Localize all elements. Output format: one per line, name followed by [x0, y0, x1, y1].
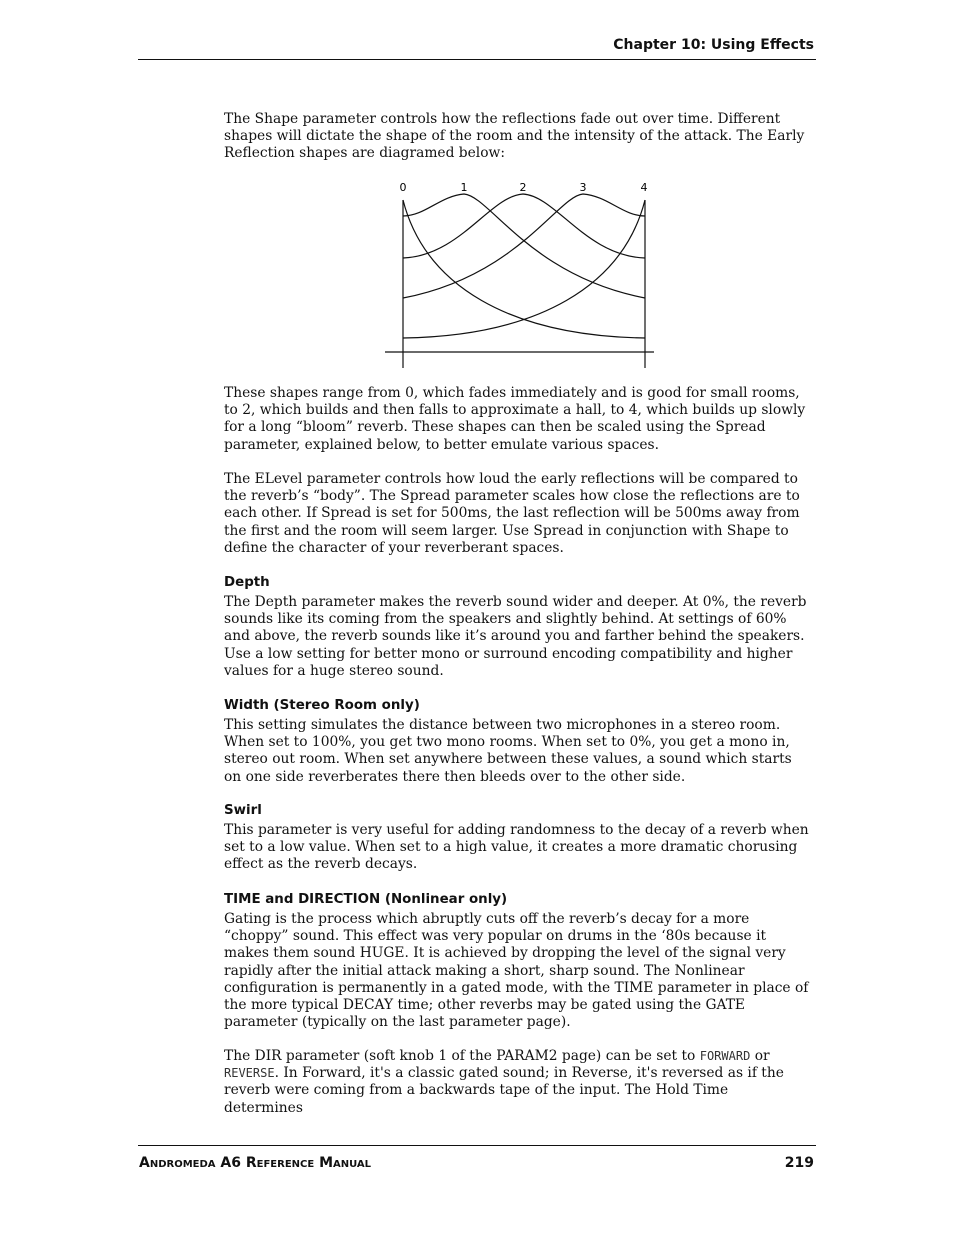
swirl-section: [224, 802, 809, 874]
reverse-value: REVERSE: [224, 1066, 275, 1081]
shape-curve-2: [403, 194, 645, 258]
shape-label-3: 3: [579, 181, 587, 194]
time-direction-section: [224, 891, 809, 1031]
shape-curve-4: [403, 200, 645, 338]
forward-value: FORWARD: [699, 1049, 751, 1063]
early-reflection-shapes-diagram: [380, 176, 660, 372]
depth-text: The Depth parameter makes the reverb sound wider and deeper. At 0%, the reverb sounds like its coming from the speakers and slightly behind. At settings of 60% and above, the reverb sounds like it’s around you and farther behind the speakers. Use a low setting for better mono or surround encoding compatibility and higher values for a huge stereo sound.: [224, 594, 807, 679]
page-number: 219: [784, 1155, 814, 1171]
swirl-heading: Swirl: [224, 803, 262, 818]
header-rule: [138, 59, 816, 60]
time-direction-heading: TIME and DIRECTION (Nonlinear only): [224, 892, 508, 907]
shape-curve-1: [403, 194, 645, 298]
shapes-paragraph: These shapes range from 0, which fades immediately and is good for small rooms, to 2, which builds and then falls to approximate a hall, to 4, which builds up slowly for a long “bloom” reverb. These shapes can then be scaled using the Spread parameter, explained below, to better emulate various spaces.: [224, 385, 806, 453]
time-direction-text: Gating is the process which abruptly cuts off the reverb’s decay for a more “choppy” sound. This effect was very popular on drums in the ‘80s because it makes them sound HUGE. It is achieved by dropping the level of the signal very rapidly after the initial attack making a short, sharp sound. The Nonlinear configuration is permanently in a gated mode, with the TIME parameter in place of the more typical DECAY time; other reverbs may be gated using the GATE parameter (typically on the last parameter page).: [224, 911, 809, 1031]
dir-paragraph: The DIR parameter (soft knob 1 of the PARAM2 page) can be set to FORWARD or REVERSE. In Forward, it's a classic gated sound; in Reverse, it's reversed as if the reverb were coming from a backwards tape of the input. The Hold Time determines: [224, 1048, 784, 1116]
intro-paragraph: The Shape parameter controls how the reflections fade out over time. Different shapes will dictate the shape of the room and the intensity of the attack. The Early Reflection shapes are diagramed below:: [224, 111, 805, 162]
shape-curve-3: [403, 194, 645, 298]
width-text: This setting simulates the distance between two microphones in a stereo room. When set to 100%, you get two mono rooms. When set to 0%, you get a mono in, stereo out room. When set anywhere between these values, a sound which starts on one side reverberates there then bleeds over to the other side.: [224, 717, 792, 785]
width-section: [224, 697, 809, 786]
shape-curve-0: [403, 200, 645, 338]
manual-title: Andromeda A6 Reference Manual: [139, 1155, 372, 1171]
shape-label-2: 2: [519, 181, 527, 194]
chapter-header: Chapter 10: Using Effects: [613, 37, 814, 53]
swirl-text: This parameter is very useful for adding randomness to the decay of a reverb when set to a low value. When set to a high value, it creates a more dramatic chorusing effect as the reverb decays.: [224, 822, 809, 873]
width-heading: Width (Stereo Room only): [224, 698, 420, 713]
shape-label-4: 4: [640, 181, 648, 194]
depth-heading: Depth: [224, 575, 270, 590]
shape-label-1: 1: [460, 181, 468, 194]
elevel-paragraph: The ELevel parameter controls how loud the early reflections will be compared to the reverb’s “body”. The Spread parameter scales how close the reflections are to each other. If Spread is set for 500ms, the last reflection will be 500ms away from the first and the room will seem larger. Use Spread in conjunction with Shape to define the character of your reverberant spaces.: [224, 471, 800, 556]
depth-section: [224, 574, 809, 680]
shape-label-0: 0: [399, 181, 407, 194]
footer-rule: [138, 1145, 816, 1146]
